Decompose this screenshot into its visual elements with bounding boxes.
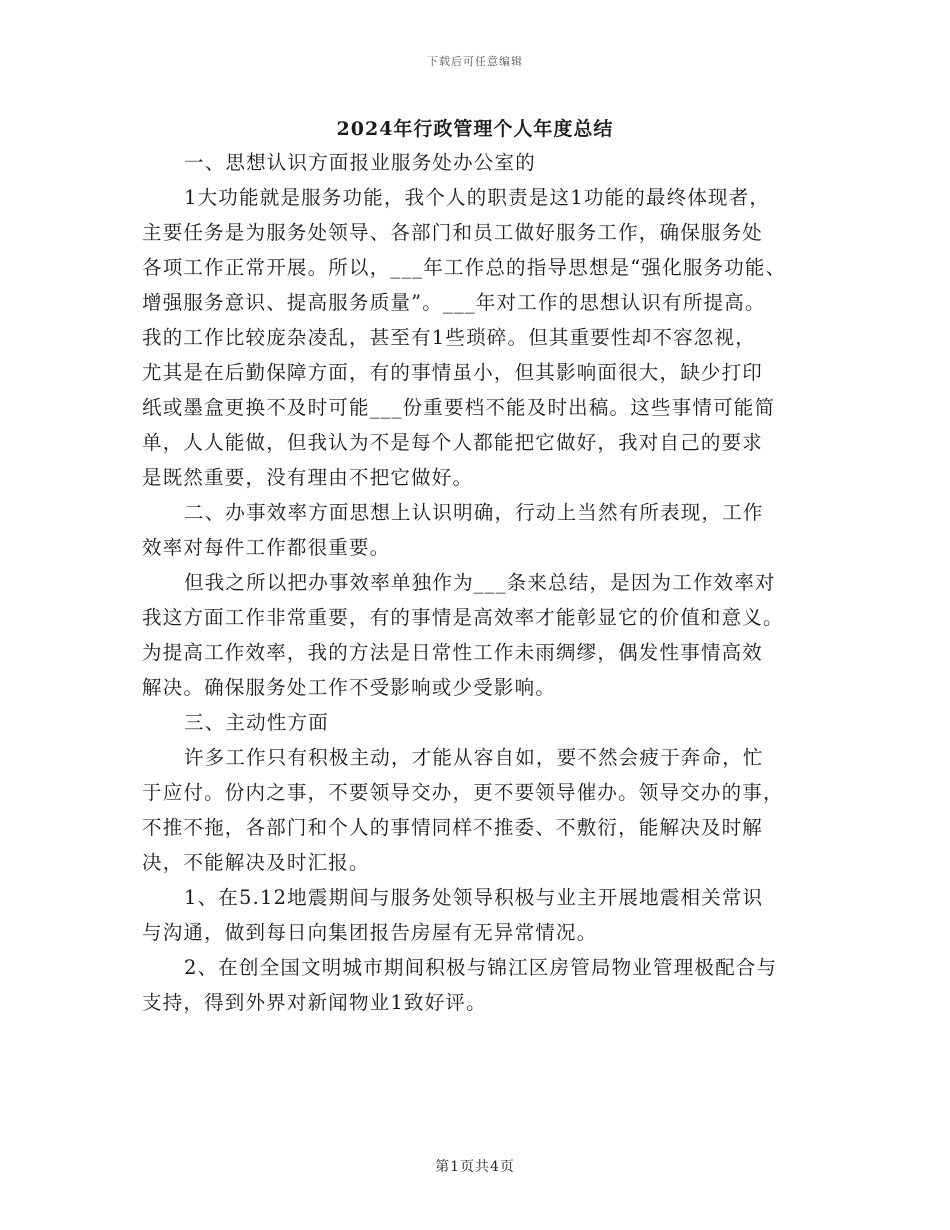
body-line: 不推不拖，各部门和个人的事情同样不推委、不敷衍，能解决及时解 — [142, 816, 764, 839]
body-line: 决，不能解决及时汇报。 — [142, 851, 370, 874]
body-line: 是既然重要，没有理由不把它做好。 — [142, 466, 474, 489]
body-line: 于应付。份内之事，不要领导交办，更不要领导催办。领导交办的事， — [142, 781, 784, 804]
body-line: 为提高工作效率，我的方法是日常性工作未雨绸缪，偶发性事情高效 — [142, 641, 764, 664]
body-line: 主要任务是为服务处领导、各部门和员工做好服务工作，确保服务处 — [142, 221, 764, 244]
body-line: 效率对每件工作都很重要。 — [142, 536, 391, 559]
body-line: 我的工作比较庞杂凌乱，甚至有1些琐碎。但其重要性却不容忽视， — [142, 326, 756, 349]
body-line: 增强服务意识、提高服务质量”。___年对工作的思想认识有所提高。 — [142, 291, 766, 314]
body-line: 许多工作只有积极主动，才能从容自如，要不然会疲于奔命，忙 — [184, 746, 764, 769]
body-line: 二、办事效率方面思想上认识明确，行动上当然有所表现，工作 — [184, 501, 764, 524]
body-line: 三、主动性方面 — [184, 711, 329, 734]
body-line: 与沟通，做到每日向集团报告房屋有无异常情况。 — [142, 921, 598, 944]
body-line: 支持，得到外界对新闻物业1致好评。 — [142, 991, 487, 1014]
body-line: 各项工作正常开展。所以，___年工作总的指导思想是“强化服务功能、 — [142, 256, 787, 279]
body-line: 1大功能就是服务功能，我个人的职责是这1功能的最终体现者， — [184, 186, 771, 209]
body-line: 单，人人能做，但我认为不是每个人都能把它做好，我对自己的要求 — [142, 431, 764, 454]
page-number: 第1页共4页 — [435, 1159, 515, 1175]
header-note: 下载后可任意编辑 — [427, 55, 523, 68]
body-line: 纸或墨盒更换不及时可能___份重要档不能及时出稿。这些事情可能简 — [142, 396, 776, 419]
body-line: 尤其是在后勤保障方面，有的事情虽小，但其影响面很大，缺少打印 — [142, 361, 764, 384]
body-line: 一、思想认识方面报业服务处办公室的 — [184, 151, 536, 174]
body-line: 2、在创全国文明城市期间积极与锦江区房管局物业管理极配合与 — [184, 956, 778, 979]
body-line: 1、在5.12地震期间与服务处领导积极与业主开展地震相关常识 — [184, 886, 764, 909]
body-line: 我这方面工作非常重要，有的事情是高效率才能彰显它的价值和意义。 — [142, 606, 784, 629]
document-title: 2024年行政管理个人年度总结 — [336, 118, 614, 140]
body-line: 解决。确保服务处工作不受影响或少受影响。 — [142, 676, 557, 699]
document-body — [142, 145, 822, 1020]
body-line: 但我之所以把办事效率单独作为___条来总结，是因为工作效率对 — [184, 571, 776, 594]
